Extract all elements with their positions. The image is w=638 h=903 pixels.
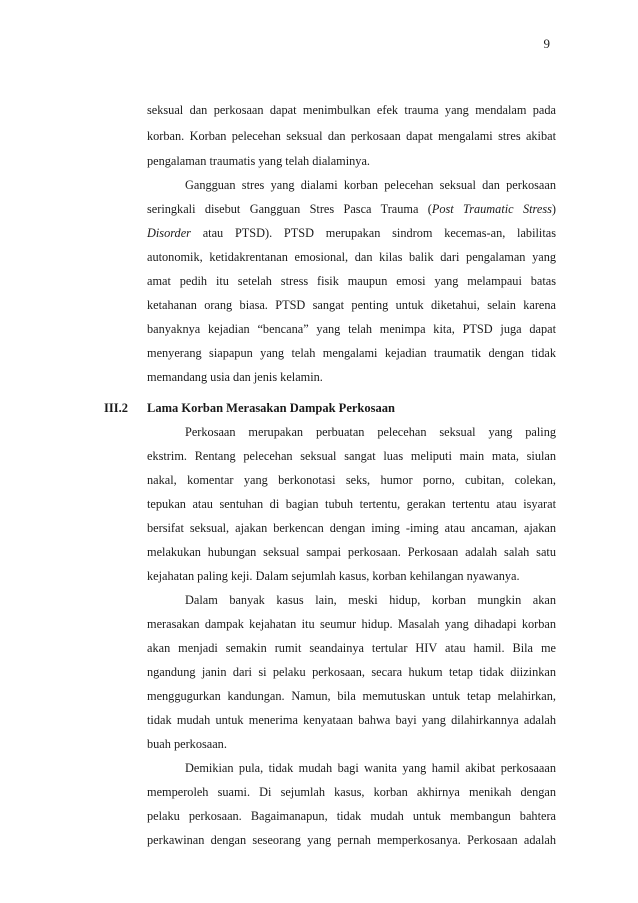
term-italic: Post Traumatic Stress [431, 202, 552, 216]
paragraph-line: Perkosaan merupakan perbuatan pelecehan seksual yang paling [185, 425, 556, 439]
text-run: seringkali disebut Gangguan Stres Pasca Trauma ( [147, 202, 432, 216]
paragraph-line: amat pedih itu setelah stress fisik maupun emosi yang melampaui batas [147, 274, 556, 288]
paragraph-line: akan menjadi semakin rumit seandainya tertular HIV atau hamil. Bila me [147, 641, 556, 655]
paragraph-line: Demikian pula, tidak mudah bagi wanita yang hamil akibat perkosaaan [185, 761, 556, 775]
paragraph-line: ngandung janin dari si pelaku perkosaan, secara hukum tetap tidak diizinkan [147, 665, 556, 679]
paragraph-line: kejahatan paling keji. Dalam sejumlah kasus, korban kehilangan nyawanya. [147, 569, 520, 583]
paragraph-line: Gangguan stres yang dialami korban pelecehan seksual dan perkosaan [185, 178, 556, 192]
section-title: Lama Korban Merasakan Dampak Perkosaan [147, 401, 395, 415]
paragraph-line: banyaknya kejadian “bencana” yang telah menimpa kita, PTSD juga dapat [147, 322, 556, 336]
paragraph-line: tidak mudah untuk menerima kenyataan bahwa bayi yang dilahirkannya adalah [147, 713, 556, 727]
paragraph-line [147, 225, 556, 241]
term-italic: Disorder [147, 226, 191, 240]
paragraph-line: memperoleh suami. Di sejumlah kasus, korban akhirnya menikah dengan [147, 785, 556, 799]
paragraph-line: memandang usia dan jenis kelamin. [147, 370, 323, 384]
paragraph-line: Dalam banyak kasus lain, meski hidup, korban mungkin akan [185, 593, 556, 607]
text-run: atau PTSD). PTSD merupakan sindrom kecemas-an, labilitas [190, 226, 556, 240]
paragraph-line [147, 201, 556, 217]
paragraph-line: pengalaman traumatis yang telah dialaminya. [147, 154, 370, 168]
section-number: III.2 [104, 401, 128, 415]
paragraph-line: melakukan hubungan seksual sampai perkosaan. Perkosaan adalah salah satu [147, 545, 556, 559]
paragraph-line: seksual dan perkosaan dapat menimbulkan efek trauma yang mendalam pada [147, 103, 556, 117]
paragraph-line: korban. Korban pelecehan seksual dan perkosaan dapat mengalami stres akibat [147, 129, 556, 143]
text-run: ) [551, 202, 556, 216]
paragraph-line: menyerang siapapun yang telah mengalami kejadian traumatik dengan tidak [147, 346, 556, 360]
paragraph-line: buah perkosaan. [147, 737, 227, 751]
paragraph-line: nakal, komentar yang berkonotasi seks, humor porno, cubitan, colekan, [147, 473, 556, 487]
paragraph-line: menggugurkan kandungan. Namun, bila memutuskan untuk tetap melahirkan, [147, 689, 556, 703]
paragraph-line: perkawinan dengan seseorang yang pernah memperkosanya. Perkosaan adalah [147, 833, 556, 847]
paragraph-line: bersifat seksual, ajakan berkencan dengan iming -iming atau ancaman, ajakan [147, 521, 556, 535]
paragraph-line: merasakan dampak kejahatan itu seumur hidup. Masalah yang dihadapi korban [147, 617, 556, 631]
paragraph-line: autonomik, ketidakrentanan emosional, dan kilas balik dari pengalaman yang [147, 250, 556, 264]
paragraph-line: ketahanan orang biasa. PTSD sangat penting untuk diketahui, selain karena [147, 298, 556, 312]
page-number: 9 [543, 36, 550, 51]
paragraph-line: tepukan atau sentuhan di bagian tubuh tertentu, gerakan tertentu atau isyarat [147, 497, 556, 511]
paragraph-line: pelaku perkosaan. Bagaimanapun, tidak mudah untuk membangun bahtera [147, 809, 556, 823]
paragraph-line: ekstrim. Rentang pelecehan seksual sangat luas meliputi main mata, siulan [147, 449, 556, 463]
